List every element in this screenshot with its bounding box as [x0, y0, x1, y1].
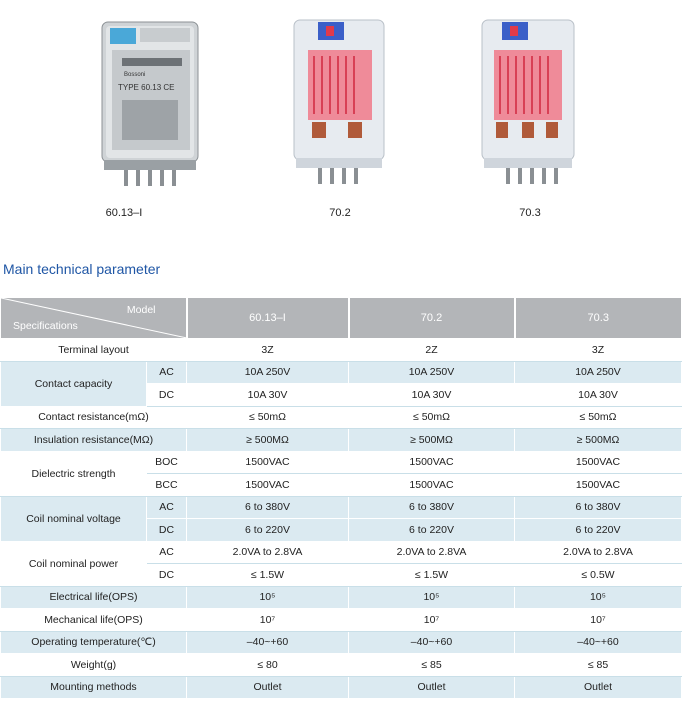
- row-label: Contact capacity: [1, 361, 147, 406]
- table-cell: 1500VAC: [187, 451, 349, 474]
- relay-type-label: TYPE 60.13 CE: [118, 83, 175, 92]
- table-row: [1, 586, 682, 609]
- table-cell: ≤ 50mΩ: [187, 406, 349, 429]
- table-cell: 6 to 220V: [515, 519, 682, 542]
- table-cell: 1500VAC: [349, 474, 515, 497]
- table-row: [1, 654, 682, 677]
- table-row: [1, 676, 682, 699]
- table-cell: ≥ 500MΩ: [187, 429, 349, 452]
- table-cell: ≤ 1.5W: [349, 564, 515, 587]
- relay-brand-label: Bossoni: [124, 72, 146, 78]
- table-corner-cell: [1, 298, 187, 339]
- table-cell: 10A 250V: [515, 361, 682, 384]
- table-cell: 2.0VA to 2.8VA: [515, 541, 682, 564]
- table-cell: 2.0VA to 2.8VA: [187, 541, 349, 564]
- table-cell: Outlet: [187, 676, 349, 699]
- relay-60-13-image: [64, 10, 224, 200]
- table-cell: 1500VAC: [515, 451, 682, 474]
- row-label: Terminal layout: [1, 339, 187, 362]
- product-caption: 60.13–I: [105, 207, 143, 219]
- table-cell: ≤ 1.5W: [187, 564, 349, 587]
- table-cell: 6 to 380V: [187, 496, 349, 519]
- table-cell: –40~+60: [349, 631, 515, 654]
- row-sublabel: BCC: [147, 474, 187, 497]
- diagonal-divider: [1, 298, 187, 338]
- table-cell: 10A 250V: [187, 361, 349, 384]
- table-cell: 1500VAC: [349, 451, 515, 474]
- corner-spec-label: Specifications: [13, 320, 78, 332]
- table-cell: 10⁵: [349, 586, 515, 609]
- relay-70-3-image: [450, 10, 610, 200]
- table-cell: Outlet: [515, 676, 682, 699]
- table-row: [1, 451, 682, 474]
- row-label: Contact resistance(mΩ): [1, 406, 187, 429]
- table-cell: 10A 30V: [349, 384, 515, 407]
- product-60-13-i: [64, 10, 224, 220]
- row-sublabel: AC: [147, 541, 187, 564]
- table-cell: –40~+60: [187, 631, 349, 654]
- table-cell: 1500VAC: [187, 474, 349, 497]
- spec-table: [0, 297, 682, 699]
- row-label: Electrical life(OPS): [1, 586, 187, 609]
- row-label: Insulation resistance(MΩ): [1, 429, 187, 452]
- table-cell: ≤ 0.5W: [515, 564, 682, 587]
- row-sublabel: DC: [147, 519, 187, 542]
- table-cell: 10⁷: [187, 609, 349, 632]
- row-label: Mounting methods: [1, 676, 187, 699]
- table-row: [1, 361, 682, 384]
- product-caption: 70.3: [519, 207, 541, 219]
- table-row: [1, 339, 682, 362]
- table-cell: ≤ 50mΩ: [515, 406, 682, 429]
- table-cell: 10⁷: [515, 609, 682, 632]
- model-header: 70.2: [349, 298, 515, 339]
- section-title: Main technical parameter: [3, 261, 161, 277]
- table-cell: –40~+60: [515, 631, 682, 654]
- product-70-3: [450, 10, 610, 220]
- table-cell: 3Z: [187, 339, 349, 362]
- row-label: Dielectric strength: [1, 451, 147, 496]
- table-cell: 2.0VA to 2.8VA: [349, 541, 515, 564]
- table-row: [1, 406, 682, 429]
- row-sublabel: DC: [147, 564, 187, 587]
- row-sublabel: DC: [147, 384, 187, 407]
- relay-70-2-image: [260, 10, 420, 200]
- table-cell: 10⁵: [187, 586, 349, 609]
- table-cell: Outlet: [349, 676, 515, 699]
- table-cell: 3Z: [515, 339, 682, 362]
- model-header: 70.3: [515, 298, 682, 339]
- table-cell: 6 to 380V: [515, 496, 682, 519]
- table-cell: ≥ 500MΩ: [349, 429, 515, 452]
- table-row: [1, 429, 682, 452]
- table-row: [1, 541, 682, 564]
- model-header: 60.13–I: [187, 298, 349, 339]
- table-row: [1, 496, 682, 519]
- row-label: Coil nominal voltage: [1, 496, 147, 541]
- row-sublabel: BOC: [147, 451, 187, 474]
- table-row: [1, 609, 682, 632]
- row-label: Mechanical life(OPS): [1, 609, 187, 632]
- product-70-2: [260, 10, 420, 220]
- table-row: [1, 631, 682, 654]
- product-caption: 70.2: [329, 207, 351, 219]
- table-cell: ≥ 500MΩ: [515, 429, 682, 452]
- table-cell: ≤ 50mΩ: [349, 406, 515, 429]
- table-cell: ≤ 80: [187, 654, 349, 677]
- table-cell: ≤ 85: [515, 654, 682, 677]
- table-header-row: [1, 298, 682, 339]
- row-label: Coil nominal power: [1, 541, 147, 586]
- table-cell: 10A 30V: [515, 384, 682, 407]
- table-cell: 10⁷: [349, 609, 515, 632]
- table-cell: ≤ 85: [349, 654, 515, 677]
- table-cell: 10A 30V: [187, 384, 349, 407]
- table-cell: 6 to 220V: [187, 519, 349, 542]
- row-label: Operating temperature(℃): [1, 631, 187, 654]
- row-sublabel: AC: [147, 496, 187, 519]
- table-cell: 10⁵: [515, 586, 682, 609]
- corner-model-label: Model: [126, 304, 156, 316]
- row-sublabel: AC: [147, 361, 187, 384]
- table-cell: 2Z: [349, 339, 515, 362]
- row-label: Weight(g): [1, 654, 187, 677]
- product-gallery: [0, 0, 684, 230]
- table-cell: 1500VAC: [515, 474, 682, 497]
- table-cell: 10A 250V: [349, 361, 515, 384]
- table-cell: 6 to 380V: [349, 496, 515, 519]
- table-cell: 6 to 220V: [349, 519, 515, 542]
